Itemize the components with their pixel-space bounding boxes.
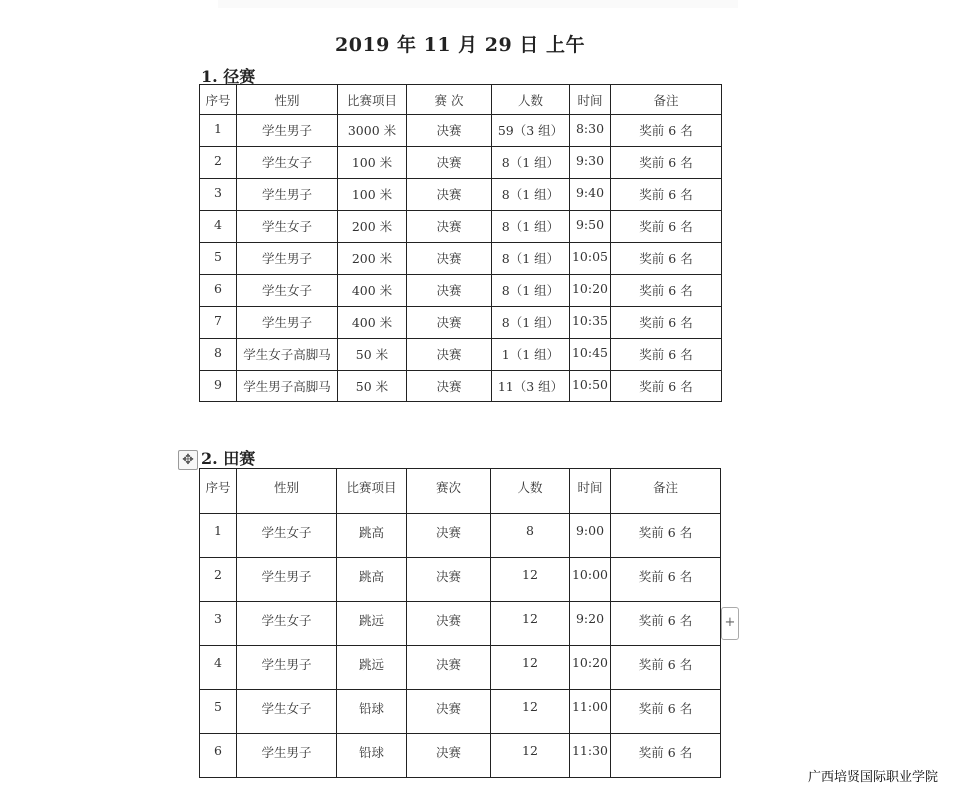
table-cell[interactable]: 8（1 组） [492, 275, 570, 307]
table-row [200, 211, 722, 243]
table-cell[interactable]: 决赛 [407, 243, 492, 275]
table-cell[interactable]: 2 [200, 147, 237, 179]
table-cell[interactable]: 4 [200, 211, 237, 243]
column-header: 时间 [570, 469, 611, 514]
table-cell[interactable]: 决赛 [407, 339, 492, 371]
table-cell[interactable]: 学生女子高脚马 [237, 339, 338, 371]
table-cell[interactable]: 10:00 [570, 558, 611, 602]
table-cell[interactable]: 200 米 [338, 243, 407, 275]
table-cell[interactable]: 奖前 6 名 [611, 179, 722, 211]
table-header-row [200, 469, 721, 514]
table-cell[interactable]: 决赛 [407, 211, 492, 243]
table-row [200, 602, 721, 646]
column-header: 赛次 [407, 469, 491, 514]
table-cell[interactable]: 奖前 6 名 [611, 690, 721, 734]
table-row [200, 147, 722, 179]
table-cell[interactable]: 奖前 6 名 [611, 371, 722, 402]
table-cell[interactable]: 决赛 [407, 307, 492, 339]
column-header: 人数 [492, 85, 570, 115]
table-cell[interactable]: 1 [200, 115, 237, 147]
table-cell[interactable]: 50 米 [338, 371, 407, 402]
table-cell[interactable]: 奖前 6 名 [611, 307, 722, 339]
column-header: 比赛项目 [337, 469, 407, 514]
table-row [200, 275, 722, 307]
column-header: 赛 次 [407, 85, 492, 115]
table-row [200, 558, 721, 602]
table-cell[interactable]: 跳高 [337, 514, 407, 558]
table-cell[interactable]: 400 米 [338, 275, 407, 307]
table-cell[interactable]: 4 [200, 646, 237, 690]
table-cell[interactable]: 学生女子 [237, 690, 337, 734]
table-row [200, 514, 721, 558]
table-cell[interactable]: 3 [200, 602, 237, 646]
column-header: 序号 [200, 469, 237, 514]
table-cell[interactable]: 10:50 [570, 371, 611, 402]
table-cell[interactable]: 10:45 [570, 339, 611, 371]
table-cell[interactable]: 奖前 6 名 [611, 211, 722, 243]
column-header: 时间 [570, 85, 611, 115]
table-cell[interactable]: 8 [200, 339, 237, 371]
table-cell[interactable]: 奖前 6 名 [611, 646, 721, 690]
table-cell[interactable]: 铅球 [337, 690, 407, 734]
watermark-label: 广西培贤国际职业学院 [808, 770, 939, 785]
table-cell[interactable]: 奖前 6 名 [611, 147, 722, 179]
table-cell[interactable]: 学生男子 [237, 558, 337, 602]
table-cell[interactable]: 10:20 [570, 275, 611, 307]
table-cell[interactable]: 8（1 组） [492, 243, 570, 275]
table-cell[interactable]: 6 [200, 275, 237, 307]
table-cell[interactable]: 学生女子 [237, 211, 338, 243]
table-cell[interactable]: 学生男子高脚马 [237, 371, 338, 402]
table-cell[interactable]: 1（1 组） [492, 339, 570, 371]
table-cell[interactable]: 跳远 [337, 602, 407, 646]
column-header: 性别 [237, 85, 338, 115]
table-cell[interactable]: 8（1 组） [492, 179, 570, 211]
table-cell[interactable]: 12 [491, 734, 570, 778]
table-move-handle-icon[interactable]: ✥ [178, 450, 198, 470]
table-cell[interactable]: 决赛 [407, 690, 491, 734]
table-cell[interactable]: 学生男子 [237, 646, 337, 690]
table-cell[interactable]: 决赛 [407, 179, 492, 211]
table-cell[interactable]: 12 [491, 690, 570, 734]
column-header: 性别 [237, 469, 337, 514]
table-header-row [200, 85, 722, 115]
table-cell[interactable]: 11:00 [570, 690, 611, 734]
table-row [200, 646, 721, 690]
table-cell[interactable]: 100 米 [338, 147, 407, 179]
table-cell[interactable]: 决赛 [407, 371, 492, 402]
table-row [200, 307, 722, 339]
table-cell[interactable]: 奖前 6 名 [611, 514, 721, 558]
table-cell[interactable]: 学生男子 [237, 734, 337, 778]
table-cell[interactable]: 奖前 6 名 [611, 734, 721, 778]
table-cell[interactable]: 400 米 [338, 307, 407, 339]
table-cell[interactable]: 12 [491, 558, 570, 602]
table-cell[interactable]: 学生女子 [237, 514, 337, 558]
table-cell[interactable]: 2 [200, 558, 237, 602]
table-cell[interactable]: 11（3 组） [492, 371, 570, 402]
table-cell[interactable]: 奖前 6 名 [611, 243, 722, 275]
table-cell[interactable]: 8（1 组） [492, 211, 570, 243]
table-cell[interactable]: 8（1 组） [492, 307, 570, 339]
table-cell[interactable]: 奖前 6 名 [611, 339, 722, 371]
table-cell[interactable]: 8:30 [570, 115, 611, 147]
table-cell[interactable]: 跳高 [337, 558, 407, 602]
table-cell[interactable]: 5 [200, 243, 237, 275]
column-header: 序号 [200, 85, 237, 115]
table-cell[interactable]: 决赛 [407, 115, 492, 147]
column-header: 比赛项目 [338, 85, 407, 115]
table-cell[interactable]: 10:05 [570, 243, 611, 275]
table-cell[interactable]: 9:20 [570, 602, 611, 646]
table-cell[interactable]: 9:40 [570, 179, 611, 211]
table-cell[interactable]: 学生男子 [237, 243, 338, 275]
table-cell[interactable]: 3000 米 [338, 115, 407, 147]
table-cell[interactable]: 1 [200, 514, 237, 558]
table-cell[interactable]: 9:00 [570, 514, 611, 558]
track-section-heading: 1. 径赛 [201, 67, 256, 86]
add-column-plus-icon[interactable]: + [721, 607, 739, 640]
table-cell[interactable]: 决赛 [407, 147, 492, 179]
table-cell[interactable]: 9 [200, 371, 237, 402]
table-row [200, 371, 722, 402]
table-cell[interactable]: 奖前 6 名 [611, 275, 722, 307]
table-cell[interactable]: 11:30 [570, 734, 611, 778]
table-cell[interactable]: 决赛 [407, 646, 491, 690]
table-row [200, 115, 722, 147]
table-cell[interactable]: 9:30 [570, 147, 611, 179]
table-row [200, 690, 721, 734]
table-cell[interactable]: 决赛 [407, 558, 491, 602]
table-cell[interactable]: 决赛 [407, 734, 491, 778]
table-cell[interactable]: 9:50 [570, 211, 611, 243]
field-section-heading: 2. 田赛 [201, 449, 256, 468]
table-cell[interactable]: 8（1 组） [492, 147, 570, 179]
table-row [200, 243, 722, 275]
page-title: 2019 年 11 月 29 日 上午 [335, 34, 585, 56]
field-schedule-table [199, 468, 721, 778]
table-cell[interactable]: 7 [200, 307, 237, 339]
table-cell[interactable]: 学生男子 [237, 115, 338, 147]
table-cell[interactable]: 200 米 [338, 211, 407, 243]
table-cell[interactable]: 12 [491, 602, 570, 646]
table-cell[interactable]: 跳远 [337, 646, 407, 690]
table-cell[interactable]: 决赛 [407, 514, 491, 558]
table-cell[interactable]: 59（3 组） [492, 115, 570, 147]
table-cell[interactable]: 决赛 [407, 275, 492, 307]
table-cell[interactable]: 6 [200, 734, 237, 778]
table-row [200, 339, 722, 371]
column-header: 备注 [611, 85, 722, 115]
track-schedule-table [199, 84, 722, 402]
table-cell[interactable]: 50 米 [338, 339, 407, 371]
page-top-shade [218, 0, 738, 8]
table-cell[interactable]: 5 [200, 690, 237, 734]
table-cell[interactable]: 奖前 6 名 [611, 602, 721, 646]
column-header: 人数 [491, 469, 570, 514]
table-cell[interactable]: 学生女子 [237, 602, 337, 646]
table-cell[interactable]: 奖前 6 名 [611, 558, 721, 602]
table-cell[interactable]: 决赛 [407, 602, 491, 646]
table-cell[interactable]: 奖前 6 名 [611, 115, 722, 147]
table-cell[interactable]: 12 [491, 646, 570, 690]
column-header: 备注 [611, 469, 721, 514]
table-row [200, 734, 721, 778]
table-cell[interactable]: 10:35 [570, 307, 611, 339]
table-cell[interactable]: 学生男子 [237, 307, 338, 339]
table-cell[interactable]: 学生女子 [237, 147, 338, 179]
table-cell[interactable]: 学生男子 [237, 179, 338, 211]
table-cell[interactable]: 学生女子 [237, 275, 338, 307]
table-cell[interactable]: 8 [491, 514, 570, 558]
table-cell[interactable]: 3 [200, 179, 237, 211]
table-cell[interactable]: 100 米 [338, 179, 407, 211]
table-row [200, 179, 722, 211]
table-cell[interactable]: 10:20 [570, 646, 611, 690]
table-cell[interactable]: 铅球 [337, 734, 407, 778]
